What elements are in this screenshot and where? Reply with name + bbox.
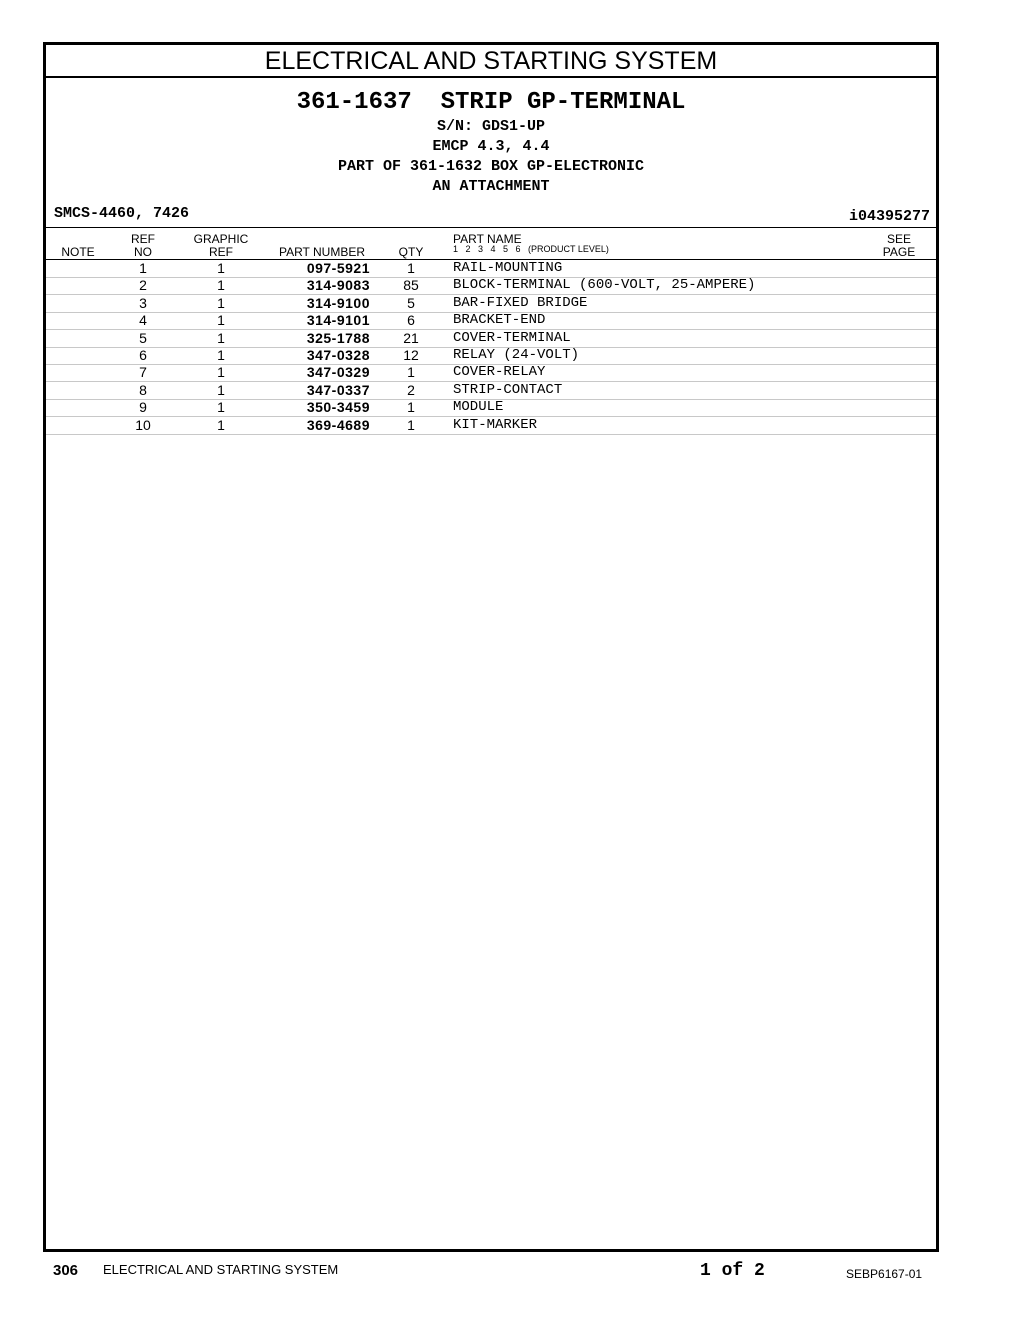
- table-row: [46, 330, 936, 348]
- emcp-version: EMCP 4.3, 4.4: [432, 138, 550, 155]
- col-see-top: SEE: [886, 232, 911, 246]
- ref-no: 5: [139, 329, 147, 346]
- ref-no: 2: [139, 277, 147, 294]
- group-header: [46, 89, 936, 197]
- footer-page-of: 1 of 2: [700, 1261, 765, 1281]
- ref-no: 8: [139, 381, 147, 398]
- col-graphic-bottom: REF: [209, 245, 233, 259]
- quantity: 2: [407, 381, 415, 398]
- part-name: STRIP-CONTACT: [453, 381, 563, 398]
- quantity: 21: [403, 329, 419, 346]
- ref-no: 1: [139, 260, 147, 276]
- part-name: COVER-TERMINAL: [453, 329, 571, 346]
- part-name: MODULE: [453, 399, 504, 416]
- part-number: 347-0328: [306, 347, 370, 363]
- footer-document-id: SEBP6167-01: [846, 1267, 923, 1281]
- col-ref-bottom: NO: [134, 245, 152, 259]
- graphic-ref: 1: [217, 416, 225, 433]
- graphic-ref: 1: [217, 381, 225, 398]
- smcs-code: SMCS-4460, 7426: [54, 205, 190, 222]
- table-row: [46, 312, 936, 330]
- part-name: KIT-MARKER: [453, 416, 538, 433]
- attachment-note: AN ATTACHMENT: [432, 178, 550, 195]
- part-number: 097-5921: [306, 260, 370, 276]
- ref-no: 3: [139, 294, 147, 311]
- quantity: 12: [403, 347, 419, 363]
- table-row: [46, 417, 936, 435]
- part-number: 369-4689: [306, 416, 370, 433]
- part-number: 325-1788: [306, 329, 370, 346]
- col-note: NOTE: [61, 245, 95, 259]
- parts-page-frame: [43, 42, 939, 1252]
- graphic-ref: 1: [217, 260, 225, 276]
- quantity: 1: [407, 364, 415, 381]
- ref-no: 9: [139, 399, 147, 416]
- quantity: 1: [407, 260, 415, 276]
- footer-page-number: 306: [53, 1262, 79, 1279]
- quantity: 6: [407, 312, 415, 329]
- graphic-ref: 1: [217, 294, 225, 311]
- col-part-name: PART NAME: [453, 232, 522, 246]
- quantity: 5: [407, 294, 415, 311]
- part-number: 314-9083: [306, 277, 370, 294]
- part-number: 314-9101: [306, 312, 370, 329]
- ref-no: 7: [139, 364, 147, 381]
- part-name: BRACKET-END: [453, 312, 546, 329]
- quantity: 1: [407, 416, 415, 433]
- table-row: [46, 399, 936, 417]
- footer-section: ELECTRICAL AND STARTING SYSTEM: [103, 1262, 339, 1277]
- part-number: 347-0329: [306, 364, 370, 381]
- col-graphic-top: GRAPHIC: [193, 232, 249, 246]
- section-title: ELECTRICAL AND STARTING SYSTEM: [46, 45, 936, 78]
- col-part-number: PART NUMBER: [278, 245, 365, 259]
- part-name: BLOCK-TERMINAL (600-VOLT, 25-AMPERE): [453, 277, 756, 294]
- part-name: RAIL-MOUNTING: [453, 260, 563, 276]
- graphic-ref: 1: [217, 329, 225, 346]
- graphic-ref: 1: [217, 277, 225, 294]
- illustration-id: i04395277: [848, 208, 930, 225]
- ref-no: 10: [135, 416, 151, 433]
- group-title: 361-1637 STRIP GP-TERMINAL: [296, 89, 686, 116]
- table-row: [46, 277, 936, 295]
- col-ref-top: REF: [131, 232, 155, 246]
- graphic-ref: 1: [217, 312, 225, 329]
- quantity: 85: [403, 277, 419, 294]
- table-row: [46, 347, 936, 365]
- quantity: 1: [407, 399, 415, 416]
- part-of-note: PART OF 361-1632 BOX GP-ELECTRONIC: [337, 158, 645, 175]
- col-see-bottom: PAGE: [882, 245, 916, 259]
- product-level-digits: 1 2 3 4 5 6 (PRODUCT LEVEL): [453, 244, 609, 254]
- table-row: [46, 364, 936, 382]
- part-number: 347-0337: [306, 381, 370, 398]
- ref-no: 4: [139, 312, 147, 329]
- col-qty: QTY: [398, 245, 424, 259]
- graphic-ref: 1: [217, 399, 225, 416]
- part-name: COVER-RELAY: [453, 364, 546, 381]
- table-row: [46, 295, 936, 313]
- graphic-ref: 1: [217, 364, 225, 381]
- ref-no: 6: [139, 347, 147, 363]
- table-top-rule: [46, 227, 936, 228]
- table-row: [46, 260, 936, 278]
- table-row: [46, 382, 936, 400]
- part-name: BAR-FIXED BRIDGE: [453, 294, 588, 311]
- serial-number: S/N: GDS1-UP: [436, 118, 546, 135]
- part-number: 350-3459: [306, 399, 370, 416]
- part-name: RELAY (24-VOLT): [453, 347, 580, 363]
- graphic-ref: 1: [217, 347, 225, 363]
- part-number: 314-9100: [306, 294, 370, 311]
